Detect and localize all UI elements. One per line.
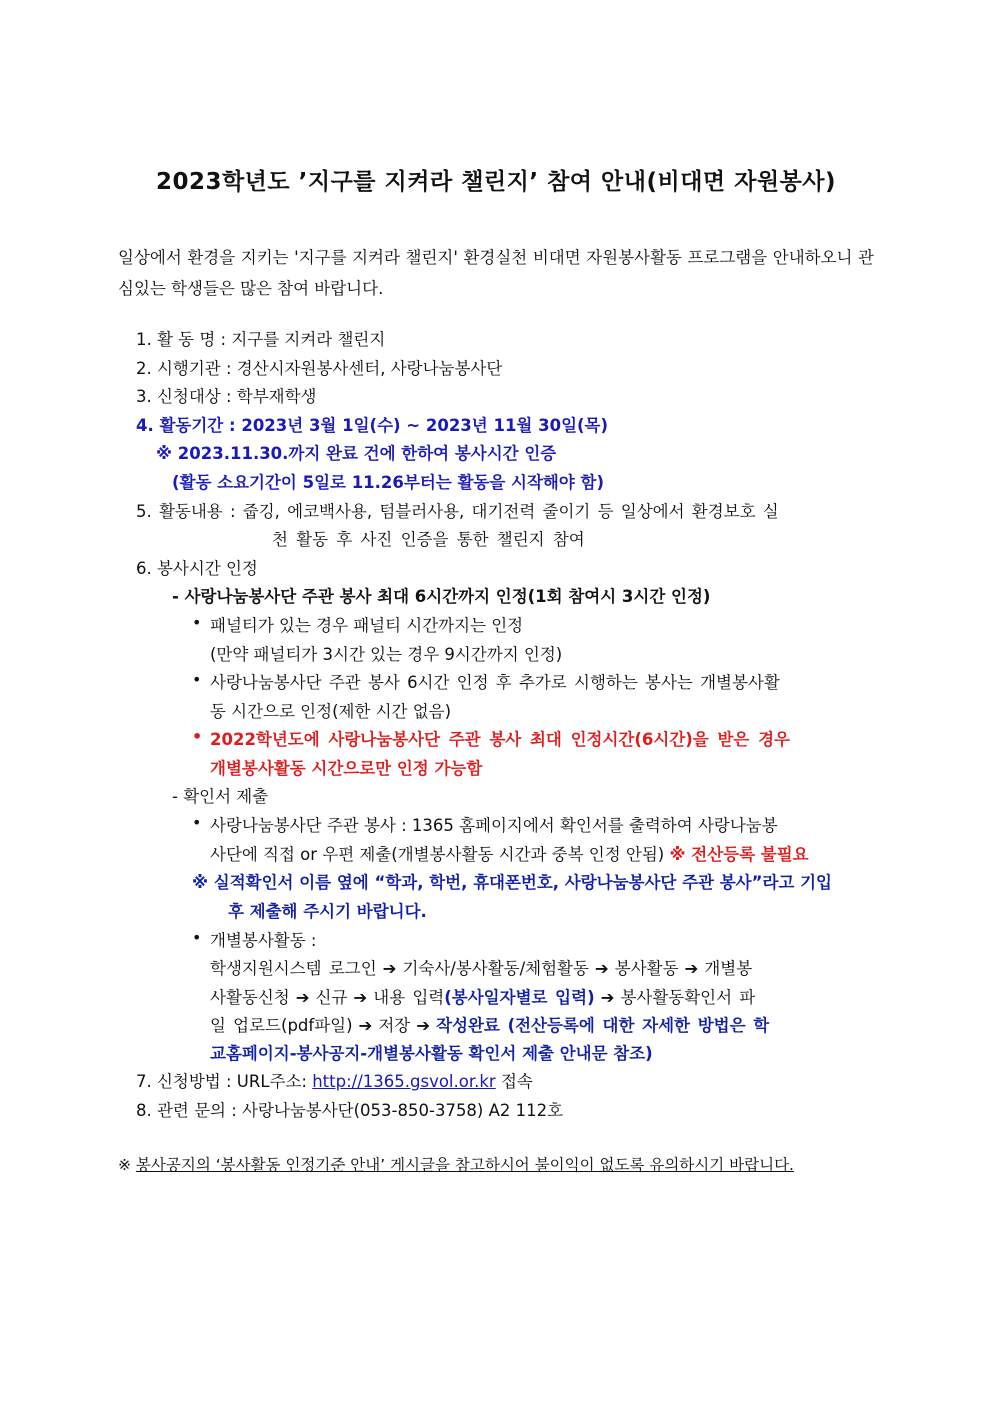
apply-method-suffix: 접속 (495, 1072, 533, 1091)
arrow-right-icon: ➔ (594, 959, 609, 978)
extra-hours-rule: 사랑나눔봉사단 주관 봉사 6시간 인정 후 추가로 시행하는 봉사는 개별봉사활 (210, 673, 780, 692)
step-upload-cont: 일 업로드(pdf파일) (210, 1016, 353, 1035)
penalty-example: (만약 패널티가 3시간 있는 경우 9시간까지 인정) (210, 645, 563, 664)
item-content: 5. 활동내용 : 줍깅, 에코백사용, 텀블러사용, 대기전력 줄이기 등 일상에서 환경보호 실 (136, 502, 779, 521)
arrow-right-icon: ➔ (600, 988, 615, 1007)
individual-steps-line3 (210, 1012, 769, 1040)
footnote-text: 봉사공지의 ‘봉사활동 인정기준 안내’ 게시글을 참고하시어 불이익이 없도록 유의하시기 바랍니다. (135, 1156, 794, 1174)
certificate-submission-cont (210, 841, 809, 869)
penalty-rule: 패널티가 있는 경우 패널티 시간까지는 인정 (210, 616, 524, 635)
item-content-cont: 천 활동 후 사진 인증을 통한 챌린지 참여 (272, 530, 585, 549)
individual-steps-line1 (210, 955, 752, 983)
certificate-submission: 사랑나눔봉사단 주관 봉사 : 1365 홈페이지에서 확인서를 출력하여 사랑나눔봉 (210, 816, 778, 835)
bullet-icon: • (192, 727, 203, 746)
warning-2022: 2022학년도에 사랑나눔봉사단 주관 봉사 최대 인정시간(6시간)을 받은 경우 (210, 730, 790, 749)
item-contact: 8. 관련 문의 : 사랑나눔봉사단(053-850-3758) A2 112호 (136, 1101, 564, 1120)
item-target: 3. 신청대상 : 학부재학생 (136, 387, 317, 406)
arrow-right-icon: ➔ (684, 959, 699, 978)
period-note-deadline: ※ 2023.11.30.까지 완료 건에 한하여 봉사시간 인증 (156, 444, 557, 463)
period-note-start: (활동 소요기간이 5일로 11.26부터는 활동을 시작해야 함) (172, 473, 604, 492)
step-save: 저장 (378, 1016, 411, 1035)
step-volunteer: 봉사활동 (614, 959, 679, 978)
step-menu: 기숙사/봉사활동/체험활동 (402, 959, 589, 978)
bullet-icon: • (192, 613, 202, 632)
individual-activity-heading: 개별봉사활동 : (210, 931, 317, 950)
step-individual: 개별봉 (704, 959, 753, 978)
arrow-right-icon: ➔ (295, 988, 310, 1007)
bullet-icon: • (192, 928, 202, 947)
item-hours-recognition: 6. 봉사시간 인정 (136, 559, 258, 578)
apply-method-label: 7. 신청방법 : URL주소: (136, 1072, 313, 1091)
certificate-name-note-cont: 후 제출해 주시기 바랍니다. (228, 902, 427, 921)
arrow-right-icon: ➔ (353, 988, 368, 1007)
arrow-right-icon: ➔ (358, 1016, 373, 1035)
step-new: 신규 (315, 988, 348, 1007)
step-upload: 봉사활동확인서 파 (620, 988, 756, 1007)
item-period: 4. 활동기간 : 2023년 3월 1일(수) ~ 2023년 11월 30일(목) (136, 416, 609, 435)
bullet-icon: • (192, 813, 202, 832)
certificate-name-note: ※ 실적확인서 이름 옆에 “학과, 학번, 휴대폰번호, 사랑나눔봉사단 주관 봉사”라고 기입 (192, 873, 832, 892)
step-complete: 작성완료 (전산등록에 대한 자세한 방법은 학 (436, 1016, 770, 1035)
page-title: 2023학년도 ’지구를 지켜라 챌린지’ 참여 안내(비대면 자원봉사) (155, 169, 837, 195)
warning-2022-cont: 개별봉사활동 시간으로만 인정 가능함 (210, 759, 483, 778)
individual-steps-line2 (210, 984, 755, 1012)
step-input-note: (봉사일자별로 입력) (444, 988, 595, 1007)
certificate-heading: - 확인서 제출 (172, 787, 269, 806)
footnote-mark: ※ (118, 1156, 136, 1174)
step-apply: 사활동신청 (210, 988, 290, 1007)
step-input: 내용 입력 (373, 988, 445, 1007)
apply-url-link[interactable]: http://1365.gsvol.or.kr (312, 1072, 496, 1091)
no-registration-note: ※ 전산등록 불필요 (669, 845, 809, 864)
item-activity-name: 1. 활 동 명 : 지구를 지켜라 챌린지 (136, 330, 386, 349)
footnote (118, 1152, 794, 1178)
item-organizer: 2. 시행기관 : 경산시자원봉사센터, 사랑나눔봉사단 (136, 359, 503, 378)
bullet-icon: • (192, 670, 202, 689)
extra-hours-rule-cont: 동 시간으로 인정(제한 시간 없음) (210, 702, 452, 721)
intro-paragraph: 일상에서 환경을 지키는 '지구를 지켜라 챌린지' 환경실천 비대면 자원봉사활동 프로그램을 안내하오니 관심있는 학생들은 많은 참여 바랍니다. (118, 248, 874, 298)
arrow-right-icon: ➔ (416, 1016, 431, 1035)
arrow-right-icon: ➔ (382, 959, 397, 978)
step-login: 학생지원시스템 로그인 (210, 959, 377, 978)
certificate-method: 사단에 직접 or 우편 제출(개별봉사활동 시간과 중복 인정 안됨) (210, 845, 670, 864)
item-apply-method (136, 1068, 533, 1096)
individual-steps-reference: 교홈페이지-봉사공지-개별봉사활동 확인서 제출 안내문 참조) (210, 1044, 653, 1063)
hours-max-rule: - 사랑나눔봉사단 주관 봉사 최대 6시간까지 인정(1회 참여시 3시간 인정) (172, 587, 711, 606)
